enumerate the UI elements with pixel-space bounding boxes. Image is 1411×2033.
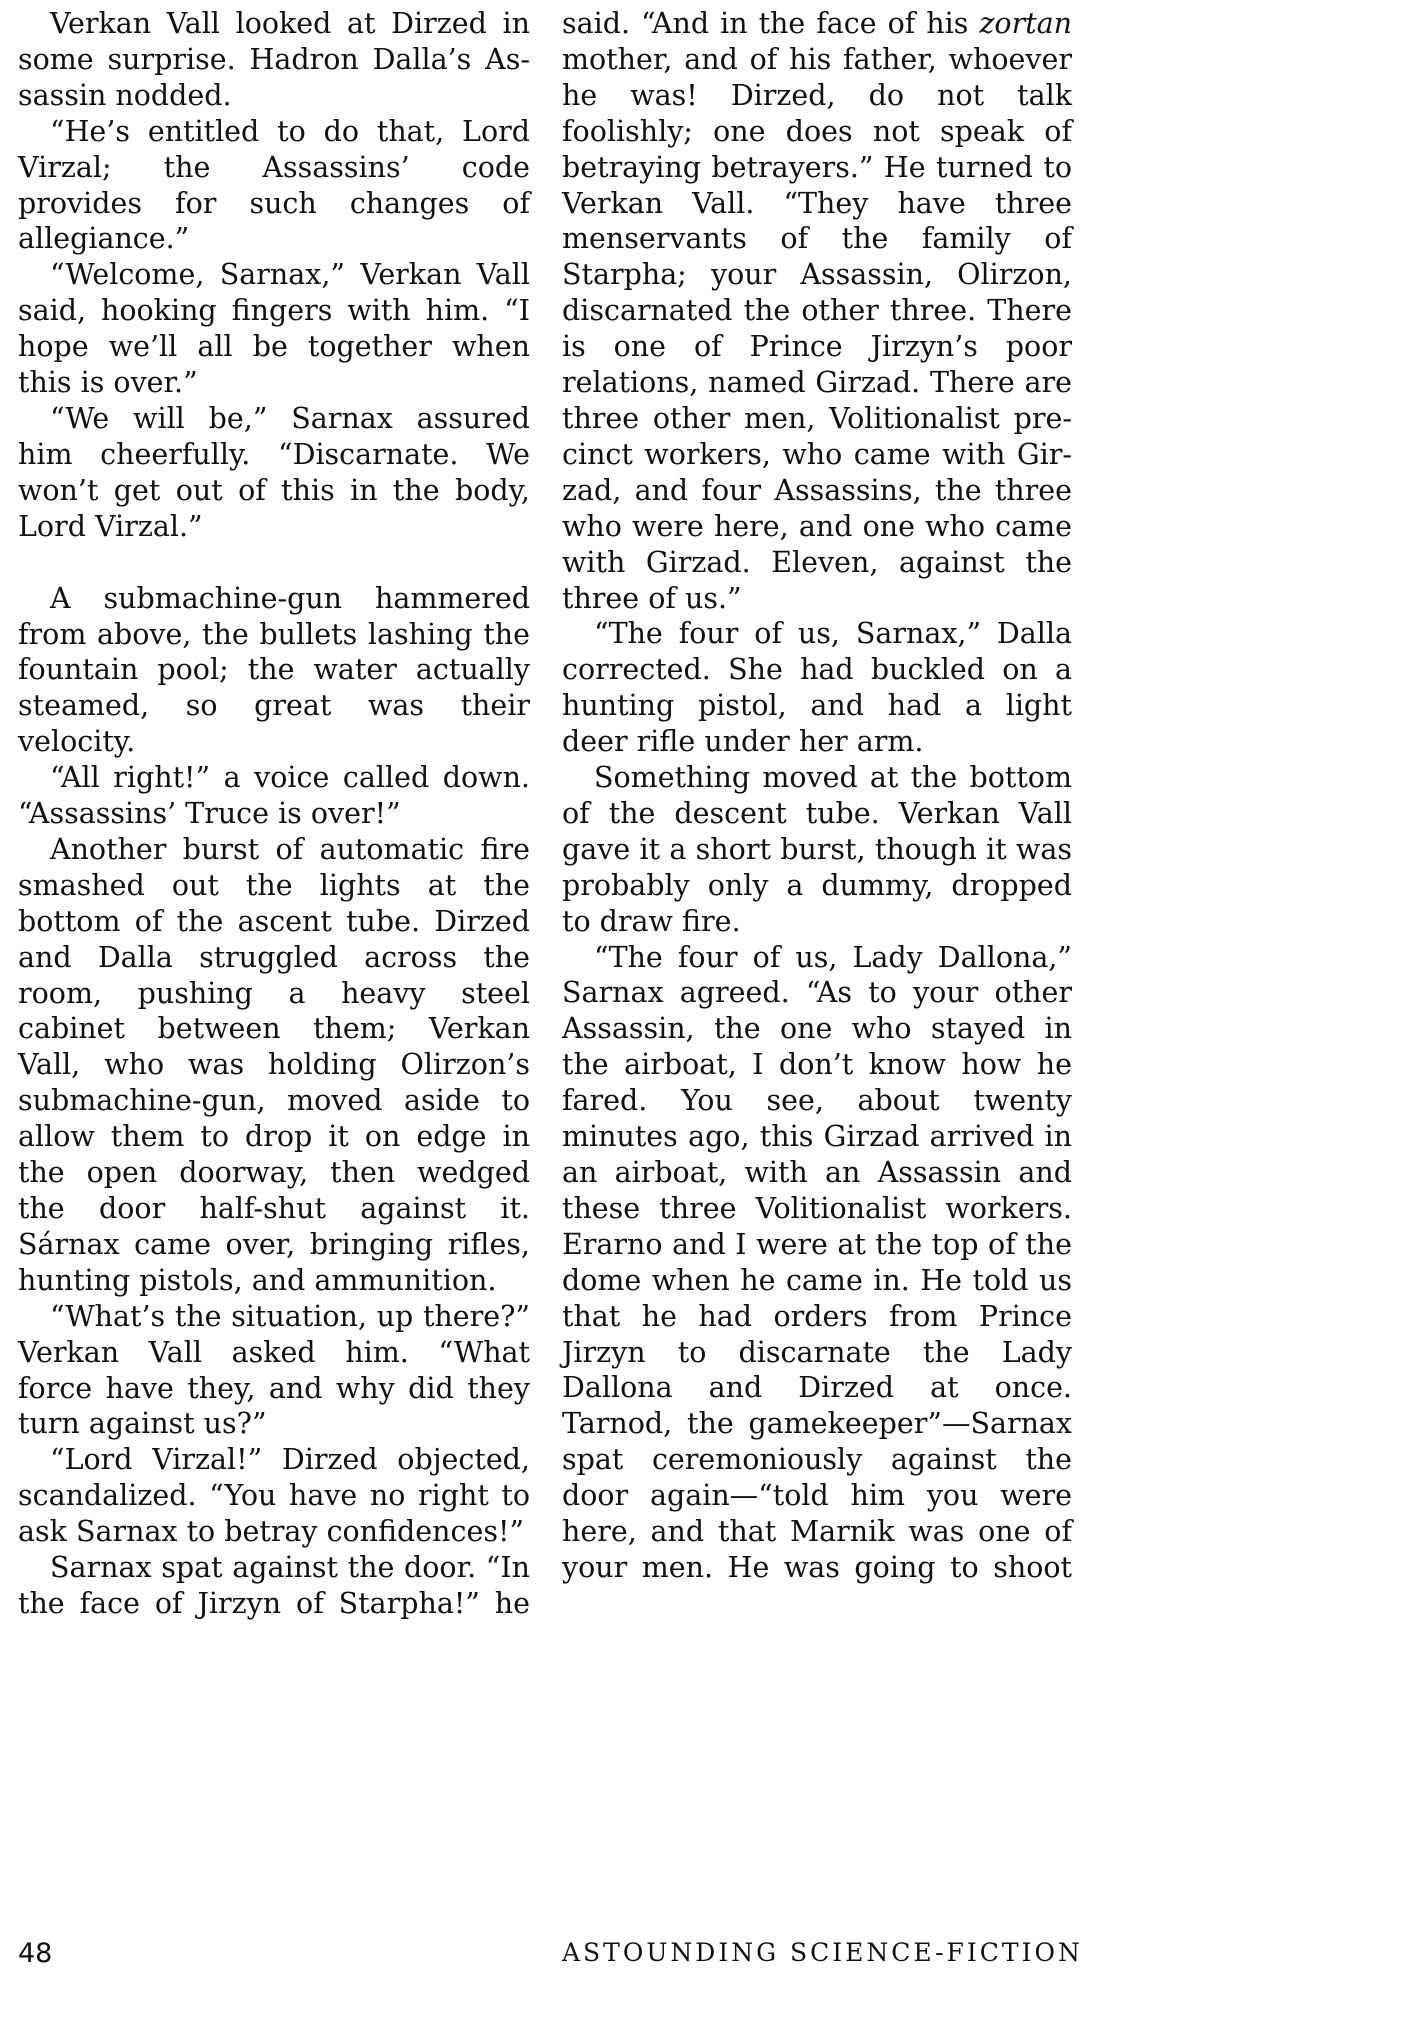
text-run: said. “And in the face of his	[562, 7, 980, 40]
paragraph: “He’s entitled to do that, Lord Virzal; the Assassins’ code provides for such changes of allegiance.”	[18, 114, 530, 256]
left-column	[18, 6, 530, 1622]
paragraph: “The four of us, Lady Dallona,” Sarnax agreed. “As to your other Assassin, the one who stayed in the airboat, I don’t know how he fared. You see, about twenty minutes ago, this Girzad arrived in an airboat, with an Assassin and these three Volitionalist workers. Erarno and I were at the top of the dome when he came in. He told us that he had orders from Prince Jirzyn to discarnate the Lady Dallona and Dirzed at once. Tarnod, the gamekeeper”—Sarnax spat ceremoniously against the door again—“told him you were here, and that Marnik was one of your men. He was going to shoot	[562, 940, 1072, 1584]
paragraph: “We will be,” Sarnax assured him cheerfully. “Discarnate. We won’t get out of this in the body, Lord Virzal.”	[18, 401, 530, 543]
paragraph: Something moved at the bottom of the descent tube. Verkan Vall gave it a short burst, though it was probably only a dummy, dropped to draw fire.	[562, 761, 1072, 938]
paragraph: “The four of us, Sarnax,” Dalla corrected. She had buckled on a hunting pistol, and had a light deer rifle under her arm.	[562, 617, 1072, 759]
continued-paragraph	[562, 6, 1072, 616]
paragraph: “All right!” a voice called down. “Assassins’ Truce is over!”	[18, 761, 530, 831]
paragraph: “Lord Virzal!” Dirzed objected, scandalized. “You have no right to ask Sarnax to betray confidences!”	[18, 1443, 530, 1549]
text-run: mother, and of his father, whoever he was! Dirzed, do not talk foolishly; one does not speak of betraying betrayers.” He turned to Verkan Vall. “They have three menservants of the family of Starpha; your Assassin, Olirzon, discarnated the other three. There is one of Prince Jirzyn’s poor relations, named Girzad. There are three other men, Volitionalist precinct workers, who came with Girzad, and four Assassins, the three who were here, and one who came with Girzad. Eleven, against the three of us.”	[562, 42, 1072, 615]
paragraph: “What’s the situation, up there?” Verkan Vall asked him. “What force have they, and why did they turn against us?”	[18, 1299, 530, 1441]
paragraph: A submachine-gun hammered from above, the bullets lashing the fountain pool; the water actually steamed, so great was their velocity.	[18, 581, 530, 759]
paragraph: Verkan Vall looked at Dirzed in some surprise. Hadron Dalla’s Assassin nodded.	[18, 7, 530, 112]
paragraph: Another burst of automatic fire smashed out the lights at the bottom of the ascent tube. Dirzed and Dalla struggled across the room, pushing a heavy steel cabinet between them; Verkan Vall, who was holding Olirzon’s submachine-gun, moved aside to allow them to drop it on edge in the open doorway, then wedged the door half-shut against it. Sárnax came over, bringing rifles, hunting pistols, and ammunition.	[18, 832, 530, 1297]
running-title: ASTOUNDING SCIENCE-FICTION	[562, 1938, 1083, 1967]
page-number: 48	[18, 1938, 53, 1969]
right-column	[562, 6, 1072, 1586]
paragraph: Sarnax spat against the door. “In the face of Jirzyn of Starpha!” he	[18, 1551, 530, 1620]
paragraph: “Welcome, Sarnax,” Verkan Vall said, hooking fingers with him. “I hope we’ll all be together when this is over.”	[18, 258, 530, 400]
italic-word: zortan	[979, 7, 1072, 40]
